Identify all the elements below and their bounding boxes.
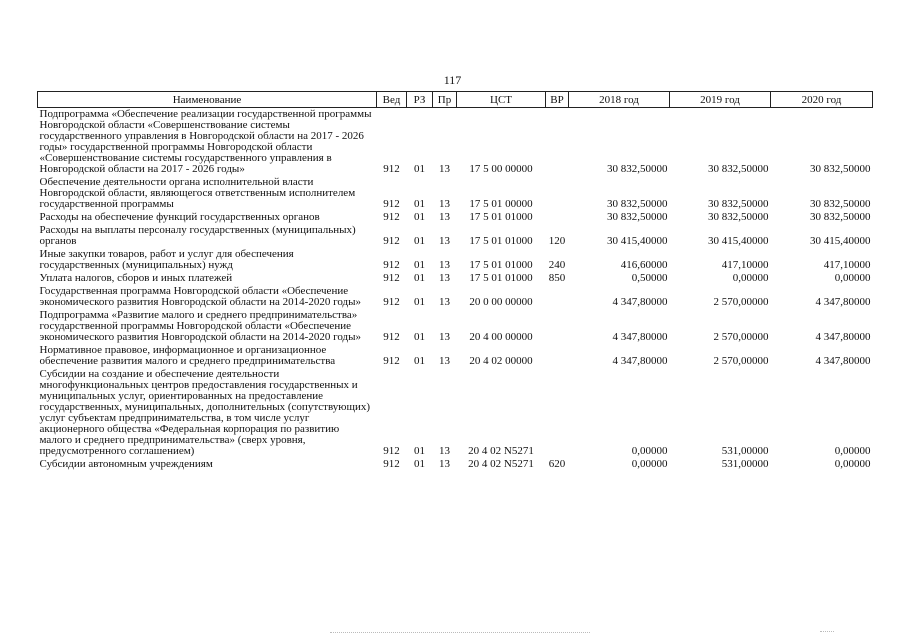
table-row [38,108,873,177]
row-2018: 4 347,80000 [612,331,668,343]
row-2020: 30 832,50000 [810,198,871,210]
row-vr [546,368,569,458]
row-name: Государственная программа Новгородской области «Обеспечение экономического развития Новгородской области на 2014-2020 годы» [39,285,362,308]
table-row [38,285,873,309]
scan-artifact [330,632,590,636]
row-cst: 17 5 01 01000 [469,259,533,271]
row-name: Расходы на обеспечение функций государственных органов [39,211,320,223]
row-ved: 912 [383,445,400,457]
row-ved: 912 [383,355,400,367]
row-pr: 13 [439,445,450,457]
row-vr [546,344,569,368]
row-2020: 0,00000 [834,445,871,457]
row-pr: 13 [439,355,450,367]
row-rz: 01 [414,272,425,284]
header-name: Наименование [38,92,377,108]
row-vr [546,176,569,211]
table-row [38,248,873,272]
row-vr [546,309,569,344]
row-vr: 240 [548,259,566,271]
row-ved: 912 [383,259,400,271]
header-vr: ВР [546,92,569,108]
row-2019: 30 832,50000 [708,198,769,210]
row-2020: 4 347,80000 [815,296,871,308]
row-2020: 0,00000 [834,272,871,284]
header-2020: 2020 год [771,92,873,108]
row-2019: 2 570,00000 [713,296,769,308]
header-ved: Вед [377,92,407,108]
row-cst: 20 0 00 00000 [469,296,533,308]
row-cst: 17 5 01 01000 [469,235,533,247]
header-2019: 2019 год [670,92,771,108]
row-name: Субсидии автономным учреждениям [39,458,213,470]
row-rz: 01 [414,163,425,175]
row-2020: 4 347,80000 [815,355,871,367]
row-2019: 0,00000 [732,272,769,284]
row-2020: 30 832,50000 [810,211,871,223]
row-cst: 17 5 01 01000 [469,211,533,223]
row-2020: 30 415,40000 [810,235,871,247]
row-pr: 13 [439,296,450,308]
row-cst: 20 4 00 00000 [469,331,533,343]
row-ved: 912 [383,211,400,223]
row-2018: 30 832,50000 [607,163,668,175]
row-vr: 850 [548,272,566,284]
row-vr [546,285,569,309]
header-rz: РЗ [407,92,433,108]
scan-mark [820,631,834,636]
row-2018: 4 347,80000 [612,355,668,367]
row-name: Иные закупки товаров, работ и услуг для обеспечения государственных (муниципальных) нужд [39,248,294,271]
row-ved: 912 [383,163,400,175]
row-rz: 01 [414,235,425,247]
row-rz: 01 [414,331,425,343]
row-name: Расходы на выплаты персоналу государственных (муниципальных) органов [39,224,356,247]
row-pr: 13 [439,163,450,175]
row-ved: 912 [383,458,400,470]
row-2019: 531,00000 [721,458,769,470]
row-ved: 912 [383,331,400,343]
row-cst: 17 5 01 00000 [469,198,533,210]
row-cst: 20 4 02 00000 [469,355,533,367]
row-rz: 01 [414,458,425,470]
row-2020: 0,00000 [834,458,871,470]
row-cst: 17 5 01 01000 [469,272,533,284]
row-2018: 416,60000 [620,259,668,271]
row-cst: 20 4 02 N5271 [468,458,534,470]
table-row [38,458,873,471]
row-2018: 0,00000 [631,458,668,470]
row-name: Подпрограмма «Обеспечение реализации государственной программы Новгородской области «Совершенствование системы государственного управления в Новгородской области на 2017 - 2026 годы» государственной программы Новгородской области «Совершенствование системы государственного управления в Новгородской области на 2017 - 2026 годы» [39,108,372,175]
row-rz: 01 [414,445,425,457]
row-ved: 912 [383,272,400,284]
row-name: Подпрограмма «Развитие малого и среднего предпринимательства» государственной программы Новгородской области «Обеспечение экономического развития Новгородской области на 2014-2020 годы» [39,309,362,343]
row-rz: 01 [414,211,425,223]
row-pr: 13 [439,272,450,284]
row-pr: 13 [439,331,450,343]
row-2019: 417,10000 [721,259,769,271]
row-2018: 30 415,40000 [607,235,668,247]
row-cst: 20 4 02 N5271 [468,445,534,457]
budget-table [37,91,873,471]
row-2019: 2 570,00000 [713,331,769,343]
row-pr: 13 [439,211,450,223]
row-pr: 13 [439,198,450,210]
table-row [38,272,873,285]
row-vr [546,108,569,177]
table-row [38,309,873,344]
row-2018: 0,00000 [631,445,668,457]
header-cst: ЦСТ [457,92,546,108]
header-pr: Пр [433,92,457,108]
row-cst: 17 5 00 00000 [469,163,533,175]
row-rz: 01 [414,296,425,308]
header-2018: 2018 год [569,92,670,108]
row-name: Обеспечение деятельности органа исполнительной власти Новгородской области, являющегося ответственным исполнителем государственной программы [39,176,356,210]
row-2020: 4 347,80000 [815,331,871,343]
row-2018: 0,50000 [631,272,668,284]
row-2019: 531,00000 [721,445,769,457]
row-vr [546,211,569,224]
row-2020: 417,10000 [823,259,871,271]
row-2020: 30 832,50000 [810,163,871,175]
row-ved: 912 [383,198,400,210]
table-row [38,211,873,224]
row-vr: 120 [548,235,566,247]
row-2018: 4 347,80000 [612,296,668,308]
row-2019: 30 415,40000 [708,235,769,247]
header-row [38,92,873,108]
row-name: Субсидии на создание и обеспечение деятельности многофункциональных центров предоставления государственных и муниципальных услуг, ориентированных на предоставление государственных, муниципальных, дополнительных (сопутствующих) услуг субъектам предпринимательства, в том числе услуг акционерного общества «Федеральная корпорация по развитию малого и среднего предпринимательства» (сверх уровня, предусмотренного соглашением) [39,368,370,457]
row-rz: 01 [414,355,425,367]
row-ved: 912 [383,296,400,308]
row-2018: 30 832,50000 [607,211,668,223]
row-ved: 912 [383,235,400,247]
table-row [38,176,873,211]
row-vr: 620 [548,458,566,470]
row-rz: 01 [414,259,425,271]
row-rz: 01 [414,198,425,210]
row-name: Уплата налогов, сборов и иных платежей [39,272,233,284]
row-pr: 13 [439,235,450,247]
row-2019: 30 832,50000 [708,211,769,223]
row-pr: 13 [439,458,450,470]
row-pr: 13 [439,259,450,271]
row-name: Нормативное правовое, информационное и организационное обеспечение развития малого и среднего предпринимательства [39,344,336,367]
row-2018: 30 832,50000 [607,198,668,210]
table-row [38,224,873,248]
table-row [38,344,873,368]
table-row [38,368,873,458]
page-number: 117 [443,73,462,87]
row-2019: 2 570,00000 [713,355,769,367]
row-2019: 30 832,50000 [708,163,769,175]
